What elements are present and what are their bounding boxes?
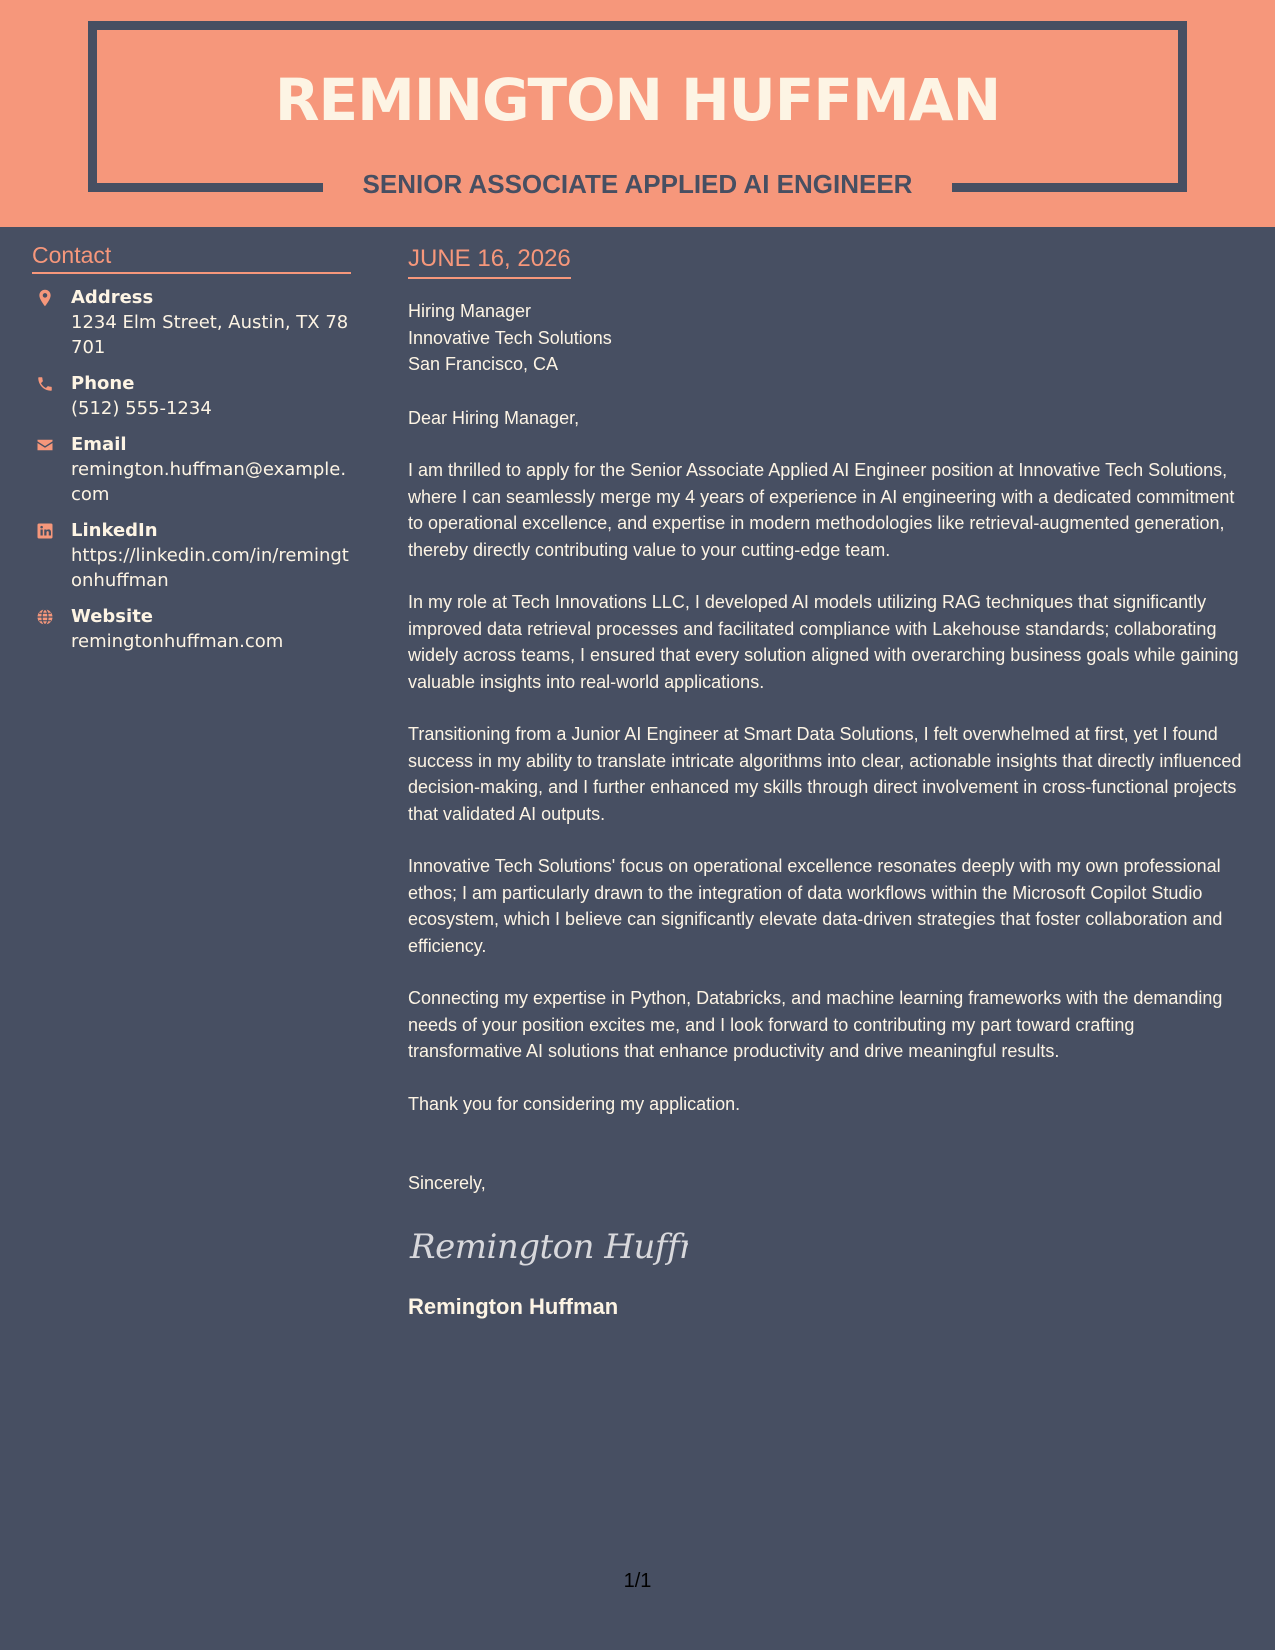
- frame-border-bottom-left: [88, 183, 323, 192]
- handwritten-signature: [408, 1220, 1253, 1270]
- recipient-line: San Francisco, CA: [408, 354, 559, 374]
- letter-paragraph: Thank you for considering my application.: [408, 1093, 741, 1114]
- contact-sidebar: [32, 240, 351, 666]
- signature-drawing: [408, 1220, 688, 1270]
- frame-border-bottom-right: [952, 183, 1187, 192]
- letter-paragraph: I am thrilled to apply for the Senior Associate Applied AI Engineer position at Innovative Tech Solutions, where I can seamlessly merge my 4 years of experience in AI engineering with a dedicated commitment to operational excellence, and expertise in modern methodologies like retrieval-augmented generation, thereby directly contributing value to your cutting-edge team.: [408, 460, 1235, 560]
- svg-text:Remington Huffm: Remington Huffm: [410, 1226, 688, 1267]
- frame-border-left: [88, 21, 97, 192]
- recipient-block: [408, 298, 1253, 378]
- globe-icon: [36, 608, 54, 626]
- page-number: 1/1: [623, 1570, 652, 1592]
- signer-name: Remington Huffman: [408, 1293, 619, 1319]
- contact-label: LinkedIn: [71, 520, 158, 541]
- contact-value: remington.huffman@example.com: [71, 459, 347, 505]
- envelope-icon: [36, 436, 54, 454]
- letter-paragraph: Innovative Tech Solutions' focus on operational excellence resonates deeply with my own professional ethos; I am particularly drawn to the integration of data workflows within the Microsoft Copilot Studio ecosystem, which I believe can significantly elevate data-driven strategies that foster collaboration and efficiency.: [408, 856, 1223, 956]
- greeting: Dear Hiring Manager,: [408, 407, 580, 428]
- header-banner: [0, 0, 1275, 227]
- frame-border-top: [88, 21, 1187, 30]
- contact-item-phone: [32, 372, 351, 421]
- applicant-name: REMINGTON HUFFMAN: [274, 66, 1001, 134]
- contact-value: remingtonhuffman.com: [71, 631, 284, 652]
- closing: Sincerely,: [408, 1173, 486, 1193]
- job-title: SENIOR ASSOCIATE APPLIED AI ENGINEER: [362, 169, 913, 199]
- linkedin-icon: [36, 522, 54, 540]
- frame-border-right: [1178, 21, 1187, 192]
- recipient-line: Innovative Tech Solutions: [408, 327, 612, 348]
- letter-paragraph: Transitioning from a Junior AI Engineer at Smart Data Solutions, I felt overwhelmed at first, yet I found success in my ability to translate intricate algorithms into clear, actionable insights that directly influenced decision-making, and I further enhanced my skills through direct involvement in cross-functional projects that validated AI outputs.: [408, 724, 1242, 824]
- contact-value: (512) 555-1234: [71, 398, 212, 419]
- phone-icon: [36, 375, 54, 393]
- contact-heading: Contact: [32, 240, 351, 274]
- contact-label: Phone: [71, 373, 135, 394]
- letter-paragraph: In my role at Tech Innovations LLC, I developed AI models utilizing RAG techniques that significantly improved data retrieval processes and facilitated compliance with Lakehouse standards; collaborating widely across teams, I ensured that every solution aligned with overarching business goals while gaining valuable insights into real-world applications.: [408, 592, 1239, 692]
- letter-paragraph: Connecting my expertise in Python, Databricks, and machine learning frameworks with the demanding needs of your position excites me, and I look forward to contributing my part toward crafting transformative AI solutions that enhance productivity and drive meaningful results.: [408, 988, 1223, 1061]
- map-pin-icon: [36, 289, 54, 307]
- contact-label: Email: [71, 434, 127, 455]
- contact-label: Website: [71, 606, 154, 627]
- letter-body: [408, 242, 1253, 1322]
- contact-item-website: [32, 605, 351, 654]
- recipient-line: Hiring Manager: [408, 301, 532, 321]
- contact-item-address: [32, 286, 351, 360]
- contact-value: 1234 Elm Street, Austin, TX 78701: [71, 312, 349, 358]
- letter-date: JUNE 16, 2026: [408, 242, 571, 279]
- contact-item-linkedin: [32, 519, 351, 593]
- contact-value: https://linkedin.com/in/remingtonhuffman: [71, 545, 349, 591]
- contact-item-email: [32, 433, 351, 507]
- contact-label: Address: [71, 287, 154, 308]
